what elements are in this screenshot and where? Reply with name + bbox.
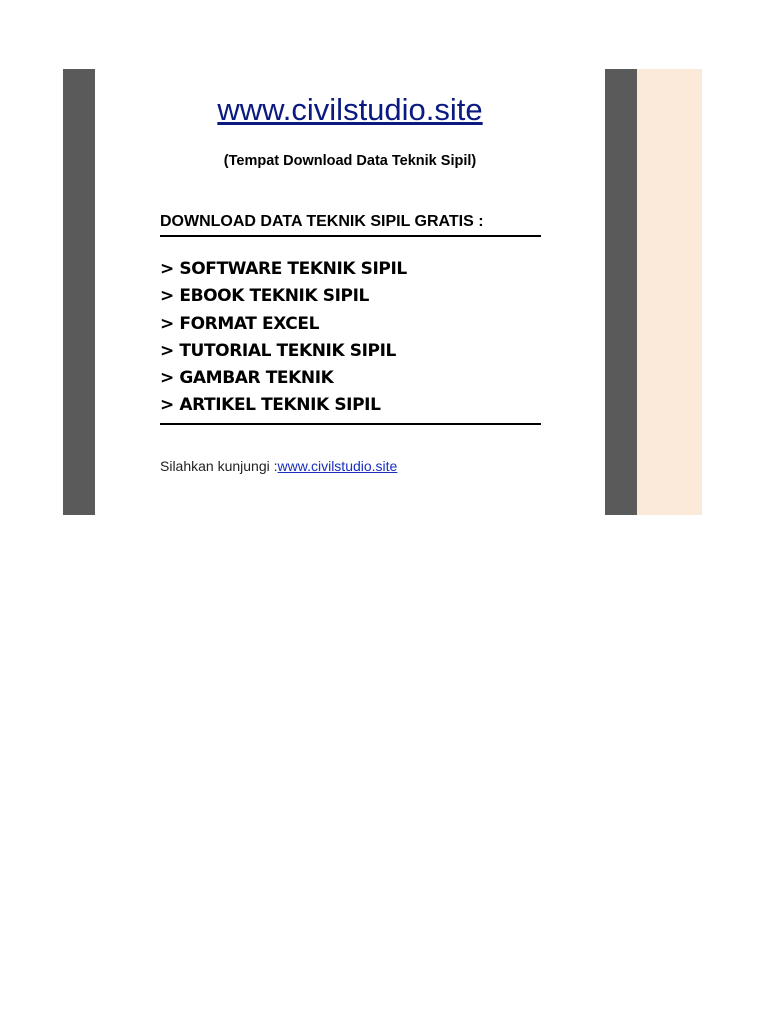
section-heading: DOWNLOAD DATA TEKNIK SIPIL GRATIS :	[160, 213, 541, 237]
list-item-tutorial: > TUTORIAL TEKNIK SIPIL	[160, 340, 396, 361]
right-gray-bar	[605, 69, 637, 515]
peach-side-panel	[637, 69, 702, 515]
list-item-artikel: > ARTIKEL TEKNIK SIPIL	[160, 395, 381, 416]
download-list	[160, 257, 541, 425]
page-subtitle: (Tempat Download Data Teknik Sipil)	[223, 153, 477, 169]
list-item-format-excel: > FORMAT EXCEL	[160, 313, 320, 334]
list-item-software: > SOFTWARE TEKNIK SIPIL	[160, 259, 407, 279]
list-item-ebook: > EBOOK TEKNIK SIPIL	[160, 286, 369, 307]
visit-line	[160, 458, 397, 474]
visit-link[interactable]: www.civilstudio.site	[277, 458, 398, 474]
visit-prompt: Silahkan kunjungi :	[160, 458, 278, 474]
site-title-link[interactable]: www.civilstudio.site	[217, 92, 483, 127]
list-item-gambar: > GAMBAR TEKNIK	[160, 368, 334, 389]
left-gray-bar	[63, 69, 95, 515]
